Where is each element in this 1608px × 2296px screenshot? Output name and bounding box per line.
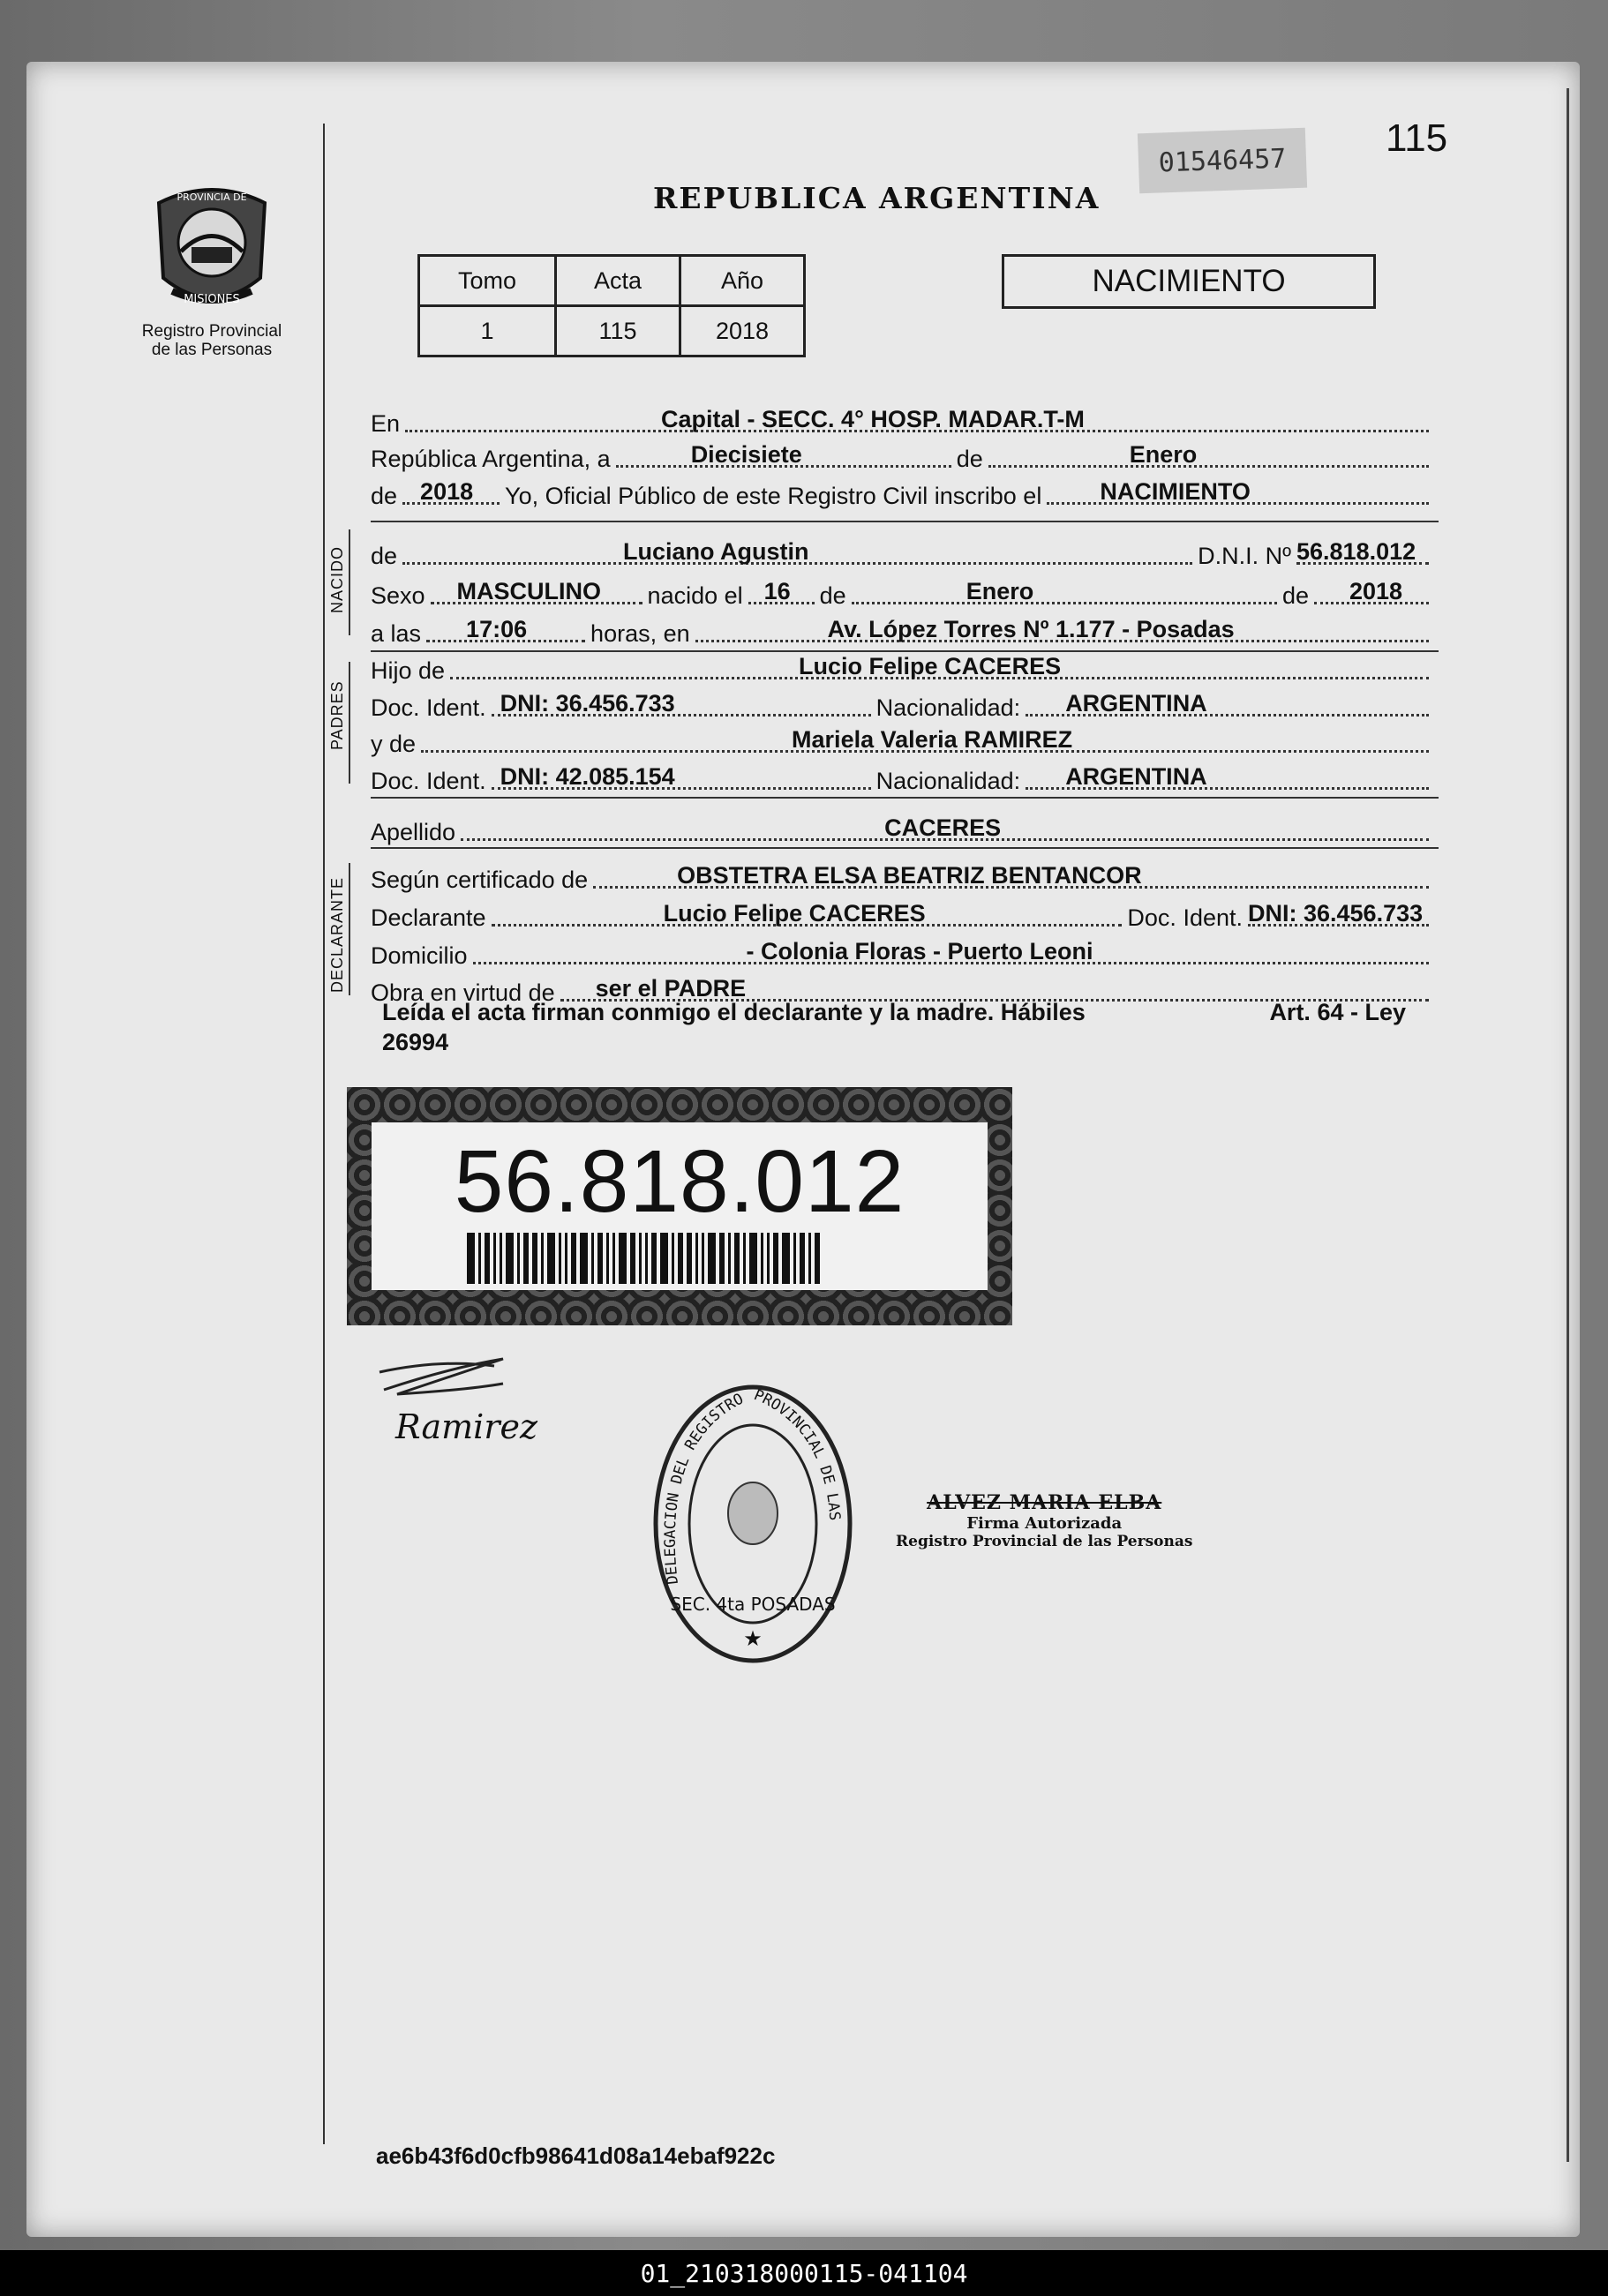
barcode-bar: [541, 1233, 544, 1284]
barcode-bar: [547, 1233, 555, 1284]
label-doc-ident: Doc. Ident.: [1127, 904, 1243, 931]
svg-text:MISIONES: MISIONES: [184, 293, 240, 306]
barcode-bar: [580, 1233, 588, 1284]
section-label-padres: PADRES: [328, 680, 346, 750]
value-tipo-inscripcion: NACIMIENTO: [1100, 478, 1251, 505]
dotted-line: [450, 653, 1429, 679]
label-doc-ident: Doc. Ident.: [371, 694, 486, 721]
dotted-line: [431, 578, 642, 604]
barcode-bar: [793, 1233, 796, 1284]
barcode-bar: [687, 1233, 692, 1284]
label-y-de: y de: [371, 731, 417, 757]
label-nacionalidad: Nacionalidad:: [875, 768, 1021, 794]
document-hash: ae6b43f6d0cfb98641d08a14ebaf922c: [376, 2142, 776, 2169]
row-padre: [371, 653, 1434, 685]
label-domicilio: Domicilio: [371, 942, 468, 969]
value-padre-nacionalidad: ARGENTINA: [1065, 690, 1207, 717]
barcode-bar: [743, 1233, 746, 1284]
tomo-acta-ano-table: [417, 254, 806, 357]
barcode-bar: [500, 1233, 502, 1284]
value-hora: 17:06: [466, 616, 528, 642]
label-obra-en-virtud: Obra en virtud de: [371, 979, 555, 1006]
barcode-bar: [619, 1233, 627, 1284]
svg-text:DELEGACION DEL REGISTRO PROVIN: DELEGACION DEL REGISTRO PROVINCIAL DE LAS: [661, 1386, 844, 1586]
barcode-bar: [651, 1233, 657, 1284]
row-inscripcion: [371, 478, 1434, 510]
dotted-line: [1026, 763, 1429, 790]
label-de: de: [371, 543, 398, 569]
row-madre: [371, 726, 1434, 758]
logo-caption-line-1: Registro Provincial: [141, 322, 282, 341]
label-republica: República Argentina, a: [371, 446, 611, 472]
barcode-bar: [728, 1233, 731, 1284]
barcode-bar: [597, 1233, 603, 1284]
value-madre-nacionalidad: ARGENTINA: [1065, 763, 1207, 790]
barcode-bar: [565, 1233, 567, 1284]
section-bracket: [349, 863, 350, 995]
row-fecha: [371, 441, 1434, 473]
row-lugar: [371, 406, 1434, 438]
dotted-line: [852, 578, 1277, 604]
barcode-bar: [808, 1233, 811, 1284]
barcode-bar: [678, 1233, 683, 1284]
dni-stamp-label: [372, 1122, 988, 1290]
table-header: Tomo: [419, 256, 556, 306]
barcode-bar: [815, 1233, 820, 1284]
row-madre-doc: [371, 763, 1434, 795]
barcode-bar: [672, 1233, 674, 1284]
barcode-bar: [559, 1233, 561, 1284]
label-doc-ident: Doc. Ident.: [371, 768, 486, 794]
section-bracket: [349, 662, 350, 784]
barcode-bar: [612, 1233, 615, 1284]
dotted-line: [1026, 690, 1429, 717]
table-header: Acta: [556, 256, 680, 306]
barcode-bar: [478, 1233, 481, 1284]
page-number: 115: [1386, 116, 1448, 160]
dotted-line: [402, 478, 500, 505]
authorized-name: ALVEZ MARIA ELBA: [927, 1491, 1162, 1514]
value-madre: Mariela Valeria RAMIREZ: [792, 726, 1073, 753]
value-obra-en-virtud: ser el PADRE: [595, 975, 747, 1002]
value-padre: Lucio Felipe CACERES: [799, 653, 1062, 679]
label-horas-en: horas, en: [590, 620, 690, 647]
label-yo-oficial: Yo, Oficial Público de este Registro Civil inscribo el: [505, 483, 1042, 509]
label-de-anio: de: [1281, 582, 1309, 609]
table-row: [419, 306, 805, 356]
dotted-line: [461, 814, 1429, 841]
label-hijo-de: Hijo de: [371, 657, 446, 684]
separator: [371, 650, 1439, 652]
label-sexo: Sexo: [371, 582, 425, 609]
dotted-line: [492, 690, 871, 717]
table-cell: 115: [556, 306, 680, 356]
svg-text:★: ★: [743, 1627, 763, 1651]
value-lugar-nac: Av. López Torres Nº 1.177 - Posadas: [827, 616, 1235, 642]
barcode-bar: [606, 1233, 609, 1284]
closing-text: Leída el acta firman conmigo el declarante y la madre. Hábiles: [382, 999, 1086, 1025]
barcode-bar: [630, 1233, 635, 1284]
value-dia-nac: 16: [763, 578, 791, 604]
row-apellido: [371, 814, 1434, 846]
dotted-line: [988, 441, 1429, 468]
barcode-bar: [800, 1233, 805, 1284]
dotted-line: [695, 616, 1429, 642]
dotted-line: [1248, 900, 1429, 927]
dotted-line: [492, 900, 1123, 927]
document-title: REPUBLICA ARGENTINA: [653, 181, 1101, 215]
value-madre-doc: DNI: 42.085.154: [500, 763, 675, 790]
label-de: de: [371, 483, 398, 509]
barcode-bar: [493, 1233, 496, 1284]
table-cell: 1: [419, 306, 556, 356]
row-sexo: [371, 578, 1434, 610]
row-padre-doc: [371, 690, 1434, 722]
table-header: Año: [680, 256, 805, 306]
separator: [371, 521, 1439, 522]
barcode-bar: [695, 1233, 698, 1284]
table-cell: 2018: [680, 306, 805, 356]
barcode-bar: [708, 1233, 716, 1284]
authorized-role: Firma Autorizada: [966, 1514, 1123, 1533]
separator: [371, 847, 1439, 849]
barcode-bar: [532, 1233, 537, 1284]
section-label-nacido: NACIDO: [328, 545, 346, 613]
barcode-bar: [645, 1233, 648, 1284]
barcode-bar: [773, 1233, 778, 1284]
authorized-org: Registro Provincial de las Personas: [896, 1533, 1193, 1550]
label-apellido: Apellido: [371, 819, 456, 845]
closing-article: Art. 64 - Ley: [1269, 999, 1406, 1025]
row-declarante: [371, 900, 1434, 932]
barcode-bar: [719, 1233, 725, 1284]
section-bracket: [349, 529, 350, 635]
barcode-bar: [571, 1233, 576, 1284]
barcode-bar: [523, 1233, 529, 1284]
barcode: [467, 1233, 895, 1284]
barcode-bar: [782, 1233, 790, 1284]
section-label-declarante: DECLARANTE: [328, 876, 346, 993]
value-declarante-doc: DNI: 36.456.733: [1248, 900, 1424, 927]
svg-text:PROVINCIA DE: PROVINCIA DE: [177, 191, 247, 203]
barcode-bar: [702, 1233, 704, 1284]
value-dni: 56.818.012: [1296, 538, 1416, 565]
barcode-bar: [734, 1233, 740, 1284]
handwritten-signature: Ramirez: [395, 1407, 537, 1446]
value-certificado: OBSTETRA ELSA BEATRIZ BENTANCOR: [677, 862, 1142, 889]
value-apellido: CACERES: [884, 814, 1002, 841]
barcode-bar: [485, 1233, 490, 1284]
label-a-las: a las: [371, 620, 422, 647]
dotted-line: [1047, 478, 1429, 505]
value-lugar: Capital - SECC. 4° HOSP. MADAR.T-M: [661, 406, 1085, 432]
filename-bar: [0, 2250, 1608, 2296]
barcode-bar: [639, 1233, 642, 1284]
signature-mark-icon: [371, 1341, 600, 1465]
dotted-line: [402, 538, 1192, 565]
label-nacido-el: nacido el: [647, 582, 743, 609]
logo-caption-line-2: de las Personas: [151, 341, 273, 359]
barcode-bar: [506, 1233, 514, 1284]
svg-text:SEC. 4ta POSADAS: SEC. 4ta POSADAS: [670, 1594, 836, 1615]
dotted-line: [426, 616, 585, 642]
label-declarante: Declarante: [371, 904, 486, 931]
dotted-line: [492, 763, 871, 790]
label-en: En: [371, 410, 401, 437]
label-dni: D.N.I. Nº: [1198, 543, 1291, 569]
row-hora-lugar: [371, 616, 1434, 648]
label-nacionalidad: Nacionalidad:: [875, 694, 1021, 721]
value-anio: 2018: [420, 478, 474, 505]
official-seal-icon: [651, 1381, 854, 1668]
barcode-bar: [761, 1233, 763, 1284]
provincial-shield-icon: [146, 176, 278, 318]
dotted-line: [748, 578, 815, 604]
value-domicilio: - Colonia Floras - Puerto Leoni: [746, 938, 1093, 964]
edge-line: [1567, 88, 1569, 2162]
act-type-box: NACIMIENTO: [1002, 254, 1376, 309]
dotted-line: [1314, 578, 1429, 604]
label-de-mes: de: [819, 582, 846, 609]
barcode-bar: [517, 1233, 520, 1284]
dni-stamp-number: 56.818.012: [454, 1132, 905, 1231]
dotted-line: [593, 862, 1429, 889]
margin-line: [323, 124, 325, 2144]
barcode-bar: [467, 1233, 475, 1284]
value-nombre: Luciano Agustin: [623, 538, 809, 565]
dotted-line: [473, 938, 1429, 964]
barcode-bar: [749, 1233, 757, 1284]
barcode-bar: [767, 1233, 770, 1284]
value-padre-doc: DNI: 36.456.733: [500, 690, 675, 717]
registry-logo: [132, 176, 291, 359]
value-mes-nac: Enero: [966, 578, 1034, 604]
value-anio-nac: 2018: [1349, 578, 1403, 604]
dni-stamp: [347, 1087, 1012, 1325]
label-de: de: [956, 446, 983, 472]
label-segun-certificado: Según certificado de: [371, 867, 589, 893]
row-certificado: [371, 862, 1434, 894]
value-mes: Enero: [1129, 441, 1198, 468]
dotted-line: [616, 441, 951, 468]
closing-statement: [382, 997, 1406, 1057]
dotted-line: [421, 726, 1429, 753]
row-domicilio: [371, 938, 1434, 970]
table-header-row: [419, 256, 805, 306]
closing-law: 26994: [382, 1029, 449, 1055]
serial-number-stamp: 01546457: [1138, 128, 1307, 194]
row-nombre: [371, 538, 1434, 570]
value-sexo: MASCULINO: [456, 578, 602, 604]
barcode-bar: [591, 1233, 594, 1284]
filename-label: 01_210318000115-041104: [640, 2258, 968, 2288]
dotted-line: [1296, 538, 1429, 565]
authorized-signature-block: [896, 1491, 1192, 1550]
dotted-line: [405, 406, 1429, 432]
value-dia: Diecisiete: [690, 441, 802, 468]
value-declarante: Lucio Felipe CACERES: [663, 900, 926, 927]
separator: [371, 797, 1439, 799]
barcode-bar: [660, 1233, 668, 1284]
